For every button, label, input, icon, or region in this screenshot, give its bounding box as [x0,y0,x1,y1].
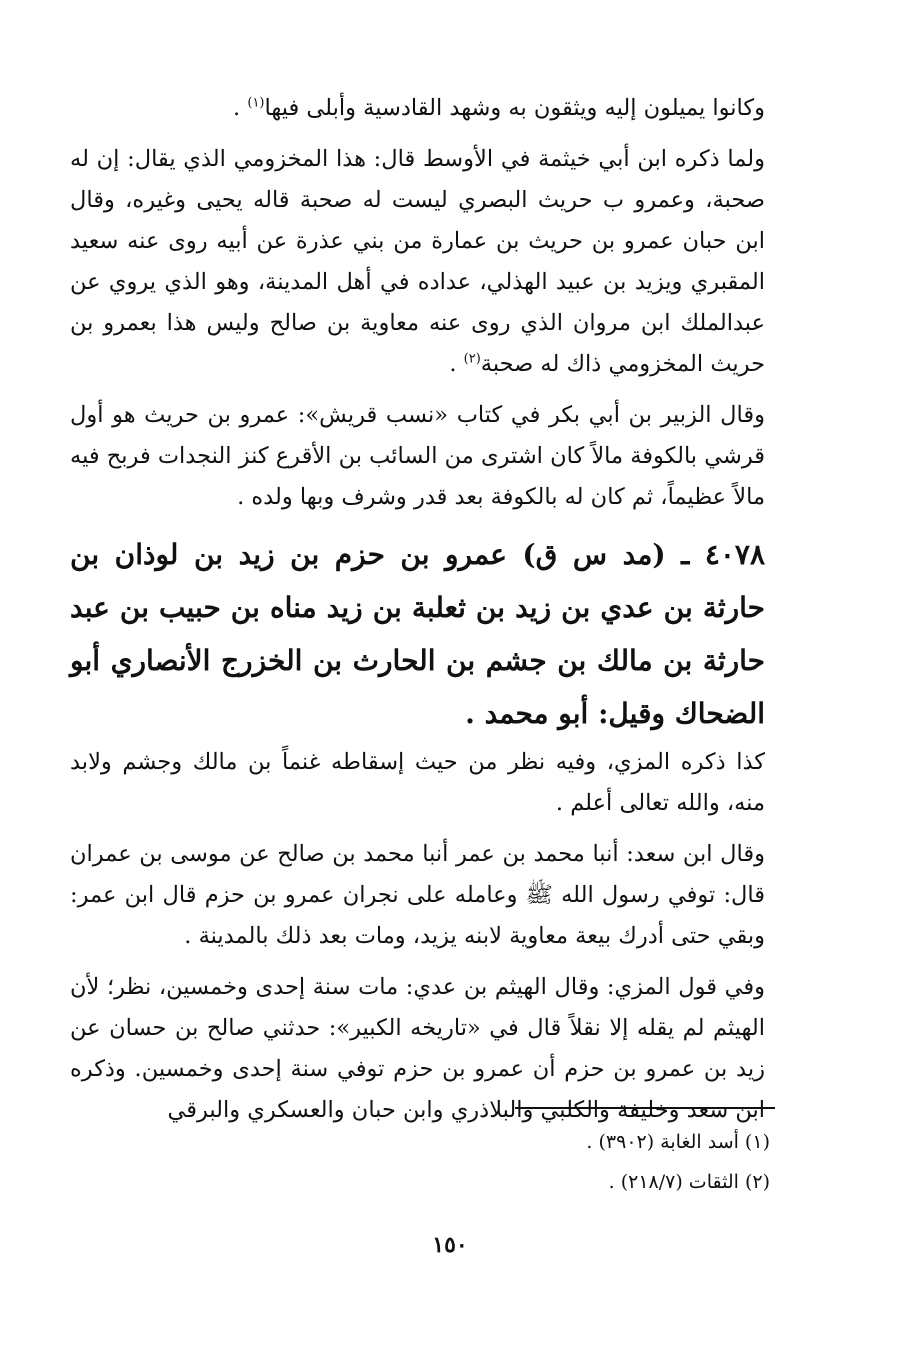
page-body [70,88,765,1141]
paragraph-2-text: ولما ذكره ابن أبي خيثمة في الأوسط قال: هذا المخزومي الذي يقال: إن له صحبة، وعمرو ب حريث البصري ليست له صحبة قاله يحيى وغيره، وقال ابن حبان عمرو بن حريث بن عمارة من بني عذرة عن أبيه روى عنه سعيد المقبري ويزيد بن عبيد الهذلي، عداده في أهل المدينة، وهو الذي يروي عن عبدالملك ابن مروان الذي روى عنه معاوية بن صالح وليس هذا بعمرو بن حريث المخزومي ذاك له صحبة [70,146,765,377]
paragraph-2 [70,139,765,385]
paragraph-1 [70,88,765,129]
paragraph-1-end: . [233,95,248,121]
paragraph-5: وقال ابن سعد: أنبا محمد بن عمر أنبا محمد بن صالح عن موسى بن عمران قال: توفي رسول الله ﷺ وعامله على نجران عمرو بن حزم قال ابن عمر: وبقي حتى أدرك بيعة معاوية لابنه يزيد، ومات بعد ذلك بالمدينة . [70,841,765,949]
footnote-2: (٢) الثقات (٢١٨/٧) . [608,1171,770,1193]
footnote-divider [515,1107,775,1109]
footnote-ref-1[interactable]: (١) [247,95,265,111]
paragraph-4: كذا ذكره المزي، وفيه نظر من حيث إسقاطه غنماً بن مالك وجشم ولابد منه، والله تعالى أعلم . [70,749,765,816]
paragraph-3: وقال الزبير بن أبي بكر في كتاب «نسب قريش»: عمرو بن حريث هو أول قرشي بالكوفة مالاً كان اشترى من السائب بن الأقرع كنز النجدات فربح فيه مالاً عظيماً، ثم كان له بالكوفة بعد قدر وشرف وبها ولده . [70,402,765,510]
footnotes [400,1122,770,1202]
entry-heading: ٤٠٧٨ ـ (مد س ق) عمرو بن حزم بن زيد بن لوذان بن حارثة بن عدي بن زيد بن ثعلبة بن زيد مناه بن حبيب بن عبد حارثة بن مالك بن جشم بن الحارث بن الخزرج الأنصاري أبو الضحاك وقيل: أبو محمد . [70,538,765,730]
paragraph-6: وفي قول المزي: وقال الهيثم بن عدي: مات سنة إحدى وخمسين، نظر؛ لأن الهيثم لم يقله إلا نقلاً قال في «تاريخه الكبير»: حدثني صالح بن حسان عن زيد بن عمرو بن حزم أن عمرو بن حزم توفي سنة إحدى وخمسين. وذكره ابن سعد وخليفة والكلبي والبلاذري وابن حبان والعسكري والبرقي [70,974,765,1123]
footnote-ref-2[interactable]: (٢) [463,351,481,367]
paragraph-2-end: . [449,351,464,377]
footnote-1: (١) أسد الغابة (٣٩٠٢) . [586,1131,770,1153]
page-number: ١٥٠ [432,1232,468,1258]
paragraph-1-text: وكانوا يميلون إليه ويثقون به وشهد القادسية وأبلى فيها [264,95,765,121]
